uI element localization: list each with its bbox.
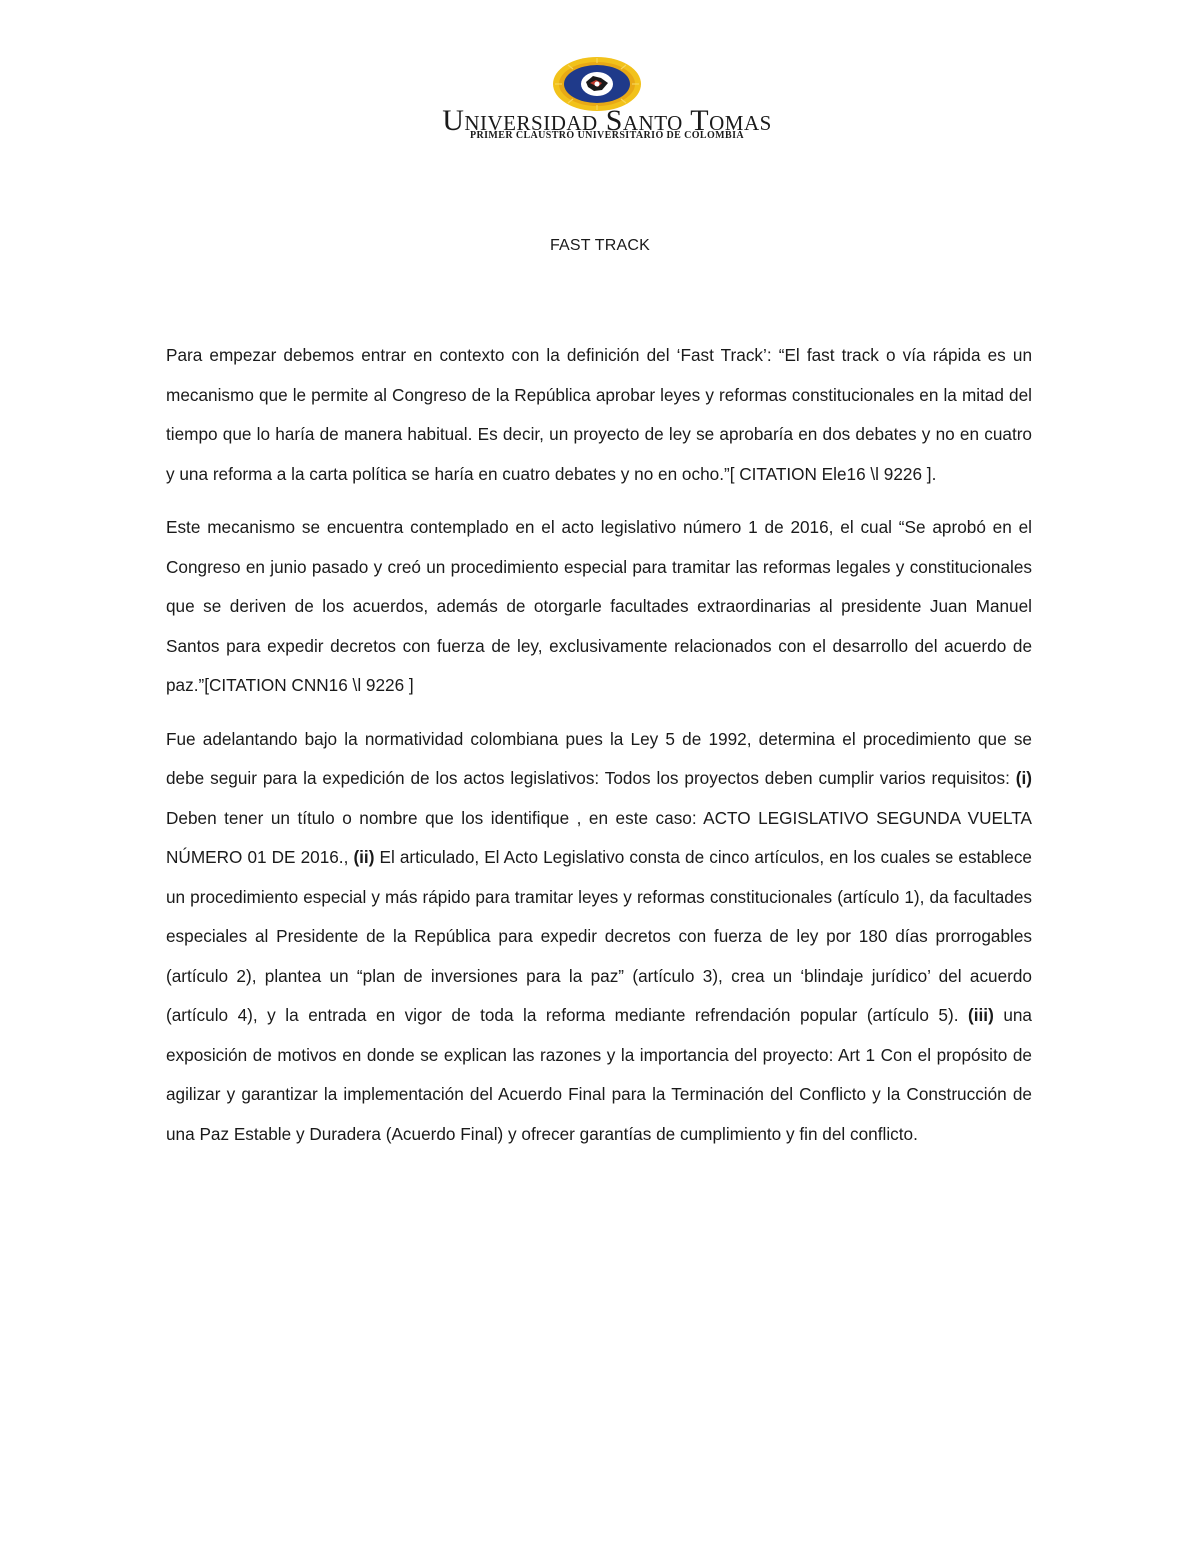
document-body <box>166 336 1032 1168</box>
document-title: FAST TRACK <box>549 237 651 254</box>
paragraph-3: Fue adelantando bajo la normatividad colombiana pues la Ley 5 de 1992, determina el procedimiento que se debe seguir para la expedición de los actos legislativos: Todos los proyectos deben cumplir varios requisitos: (i) Deben tener un título o nombre que los identifique , en este caso: ACTO LEGISLATIVO SEGUNDA VUELTA NÚMERO 01 DE 2016., (ii) El articulado, El Acto Legislativo consta de cinco artículos, en los cuales se establece un procedimiento especial y más rápido para tramitar leyes y reformas constitucionales (artículo 1), da facultades especiales al Presidente de la República para expedir decretos con fuerza de ley por 180 días prorrogables (artículo 2), plantea un “plan de inversiones para la paz” (artículo 3), crea un ‘blindaje jurídico’ del acuerdo (artículo 4), y la entrada en vigor de toda la reforma mediante refrendación popular (artículo 5). (iii) una exposición de motivos en donde se explican las razones y la importancia del proyecto: Art 1 Con el propósito de agilizar y garantizar la implementación del Acuerdo Final para la Terminación del Conflicto y la Construcción de una Paz Estable y Duradera (Acuerdo Final) y ofrecer garantías de cumplimiento y fin del conflicto. <box>166 728 1032 1144</box>
university-name: Universidad Santo Tomas <box>442 104 772 137</box>
paragraph-2: Este mecanismo se encuentra contemplado en el acto legislativo número 1 de 2016, el cual “Se aprobó en el Congreso en junio pasado y creó un procedimiento especial para tramitar las reformas legales y constitucionales que se deriven de los acuerdos, además de otorgarle facultades extraordinarias al presidente Juan Manuel Santos para expedir decretos con fuerza de ley, exclusivamente relacionados con el desarrollo del acuerdo de paz.”[CITATION CNN16 \l 9226 ] <box>166 517 1032 695</box>
university-motto: PRIMER CLAUSTRO UNIVERSITARIO DE COLOMBIA <box>469 130 745 141</box>
paragraph-1: Para empezar debemos entrar en contexto con la definición del ‘Fast Track’: “El fast track o vía rápida es un mecanismo que le permite al Congreso de la República aprobar leyes y reformas constitucionales en la mitad del tiempo que lo haría de manera habitual. Es decir, un proyecto de ley se aprobaría en dos debates y no en cuatro y una reforma a la carta política se haría en cuatro debates y no en ocho.”[ CITATION Ele16 \l 9226 ]. <box>166 345 1032 484</box>
university-header <box>0 56 1200 156</box>
